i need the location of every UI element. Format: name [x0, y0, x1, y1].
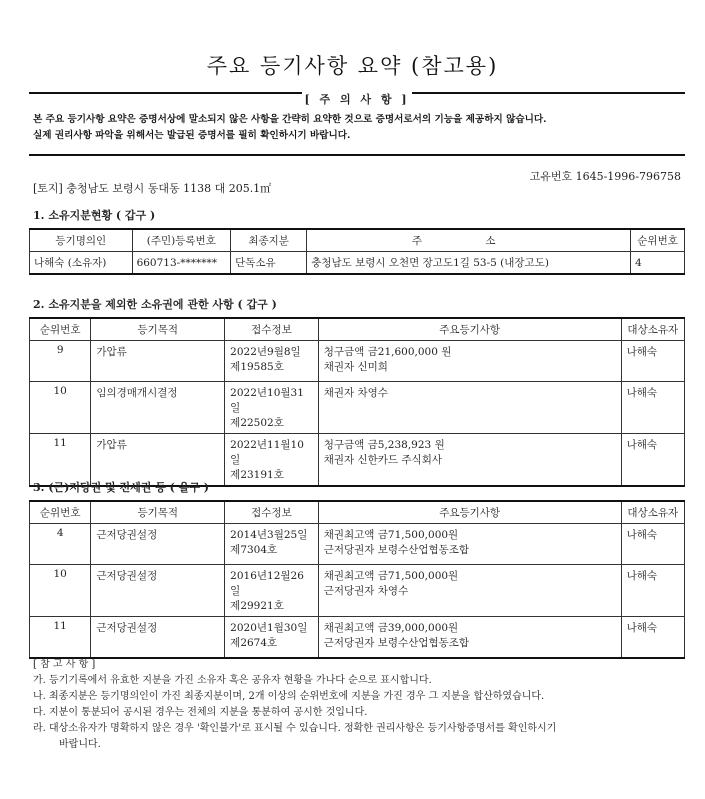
receipt-date: 2022년11월10일 [230, 439, 304, 466]
col-header: 순위번호 [631, 229, 685, 252]
gapgu-table [29, 317, 685, 487]
unique-number: 고유번호 1645-1996-796758 [529, 170, 681, 183]
col-header: 주요등기사항 [318, 501, 621, 524]
reference-item: 나. 최종지분은 등기명의인이 가진 최종지분이며, 2개 이상의 순위번호에 지분을 가진 경우 그 지분을 합산하였습니다. [33, 691, 545, 702]
details [318, 617, 621, 659]
col-header: 접수정보 [225, 318, 319, 341]
target-owner: 나해숙 [621, 524, 684, 565]
col-header: 등기목적 [91, 501, 225, 524]
receipt-info [225, 434, 319, 487]
section3-heading: 3. (근)저당권 및 전세권 등 ( 을구 ) [33, 481, 209, 494]
table-header-row [30, 229, 685, 252]
col-header: 최종지분 [231, 229, 307, 252]
detail-line: 채권자 차영수 [323, 387, 388, 399]
owner-address: 충청남도 보령시 오천면 장고도1길 53-5 (내장고도) [307, 252, 631, 275]
col-header: 등기목적 [91, 318, 225, 341]
reference-notes [33, 657, 556, 753]
receipt-no: 제2674호 [230, 637, 278, 649]
table-header-row [30, 318, 685, 341]
rank-no: 9 [30, 341, 91, 382]
purpose: 가압류 [91, 434, 225, 487]
notice-line-2: 실제 권리사항 파악을 위해서는 발급된 증명서를 필히 확인하시기 바랍니다. [33, 130, 351, 141]
reference-item: 가. 등기기록에서 유효한 지분을 가진 소유자 혹은 공유자 현황을 가나다 순으로 표시합니다. [33, 675, 432, 686]
target-owner: 나해숙 [621, 382, 684, 434]
table-header-row [30, 501, 685, 524]
rank-no: 11 [30, 617, 91, 659]
col-header: 등기명의인 [30, 229, 133, 252]
receipt-no: 제23191호 [230, 469, 284, 481]
receipt-date: 2022년10월31일 [230, 387, 304, 414]
details [318, 434, 621, 487]
receipt-no: 제22502호 [230, 417, 284, 429]
receipt-info [225, 341, 319, 382]
notice-line-1: 본 주요 등기사항 요약은 증명서상에 말소되지 않은 사항을 간략히 요약한 것으로 증명서로서의 기능을 제공하지 않습니다. [33, 114, 547, 125]
detail-line: 채권자 신미희 [323, 361, 388, 373]
details [318, 382, 621, 434]
purpose: 가압류 [91, 341, 225, 382]
col-header: (주민)등록번호 [132, 229, 231, 252]
target-owner: 나해숙 [621, 341, 684, 382]
receipt-info [225, 617, 319, 659]
owner-regno: 660713-******* [132, 252, 231, 275]
reference-item-continued: 바랍니다. [59, 739, 101, 750]
purpose: 근저당권설정 [91, 524, 225, 565]
target-owner: 나해숙 [621, 434, 684, 487]
receipt-date: 2016년12월26일 [230, 570, 304, 597]
owner-name: 나해숙 (소유자) [30, 252, 133, 275]
receipt-info [225, 565, 319, 617]
receipt-no: 제19585호 [230, 361, 284, 373]
table-row [30, 382, 685, 434]
rank-no: 10 [30, 565, 91, 617]
receipt-date: 2022년9월8일 [230, 346, 301, 358]
receipt-date: 2014년3월25일 [230, 529, 308, 541]
rank-no: 11 [30, 434, 91, 487]
reference-item: 다. 지분이 통분되어 공시된 경우는 전체의 지분을 통분하여 공시한 것입니다. [33, 707, 368, 718]
page-title: 주요 등기사항 요약 (참고용) [206, 54, 499, 78]
notice-heading: [ 주 의 사 항 ] [302, 91, 412, 107]
table-row [30, 565, 685, 617]
section1-heading: 1. 소유지분현황 ( 갑구 ) [33, 209, 156, 222]
receipt-no: 제7304호 [230, 544, 278, 556]
col-header: 대상소유자 [621, 318, 684, 341]
detail-line: 채권최고액 금71,500,000원 [323, 529, 459, 541]
detail-line: 근저당권자 보령수산업협동조합 [323, 637, 470, 649]
section2-heading: 2. 소유지분을 제외한 소유권에 관한 사항 ( 갑구 ) [33, 298, 277, 311]
detail-line: 채권최고액 금39,000,000원 [323, 622, 459, 634]
notice-text [33, 112, 683, 144]
purpose: 근저당권설정 [91, 565, 225, 617]
col-header: 주요등기사항 [318, 318, 621, 341]
eulgu-table [29, 500, 685, 659]
detail-line: 근저당권자 보령수산업협동조합 [323, 544, 470, 556]
reference-heading: [ 참 고 사 항 ] [33, 659, 96, 670]
land-info: [토지] 충청남도 보령시 동대동 1138 대 205.1㎡ [33, 182, 272, 195]
receipt-info [225, 382, 319, 434]
receipt-no: 제29921호 [230, 600, 284, 612]
table-row [30, 252, 685, 275]
owner-rank: 4 [631, 252, 685, 275]
detail-line: 청구금액 금5,238,923 원 [323, 439, 445, 451]
col-header: 주 소 [307, 229, 631, 252]
target-owner: 나해숙 [621, 617, 684, 659]
purpose: 근저당권설정 [91, 617, 225, 659]
detail-line: 근저당권자 차영수 [323, 585, 409, 597]
rank-no: 4 [30, 524, 91, 565]
notice-box [29, 92, 685, 156]
owner-share: 단독소유 [231, 252, 307, 275]
details [318, 524, 621, 565]
purpose: 임의경매개시결정 [91, 382, 225, 434]
detail-line: 채권자 신한카드 주식회사 [323, 454, 442, 466]
table-row [30, 524, 685, 565]
col-header: 대상소유자 [621, 501, 684, 524]
reference-item: 라. 대상소유자가 명확하지 않은 경우 '확인불가'로 표시될 수 있습니다. 정확한 권리사항은 등기사항증명서를 확인하시기 [33, 723, 557, 734]
owner-table [29, 228, 685, 275]
col-header: 접수정보 [225, 501, 319, 524]
receipt-date: 2020년1월30일 [230, 622, 308, 634]
table-row [30, 341, 685, 382]
target-owner: 나해숙 [621, 565, 684, 617]
table-row [30, 617, 685, 659]
receipt-info [225, 524, 319, 565]
details [318, 565, 621, 617]
col-header: 순위번호 [30, 501, 91, 524]
detail-line: 채권최고액 금71,500,000원 [323, 570, 459, 582]
detail-line: 청구금액 금21,600,000 원 [323, 346, 452, 358]
col-header: 순위번호 [30, 318, 91, 341]
rank-no: 10 [30, 382, 91, 434]
details [318, 341, 621, 382]
